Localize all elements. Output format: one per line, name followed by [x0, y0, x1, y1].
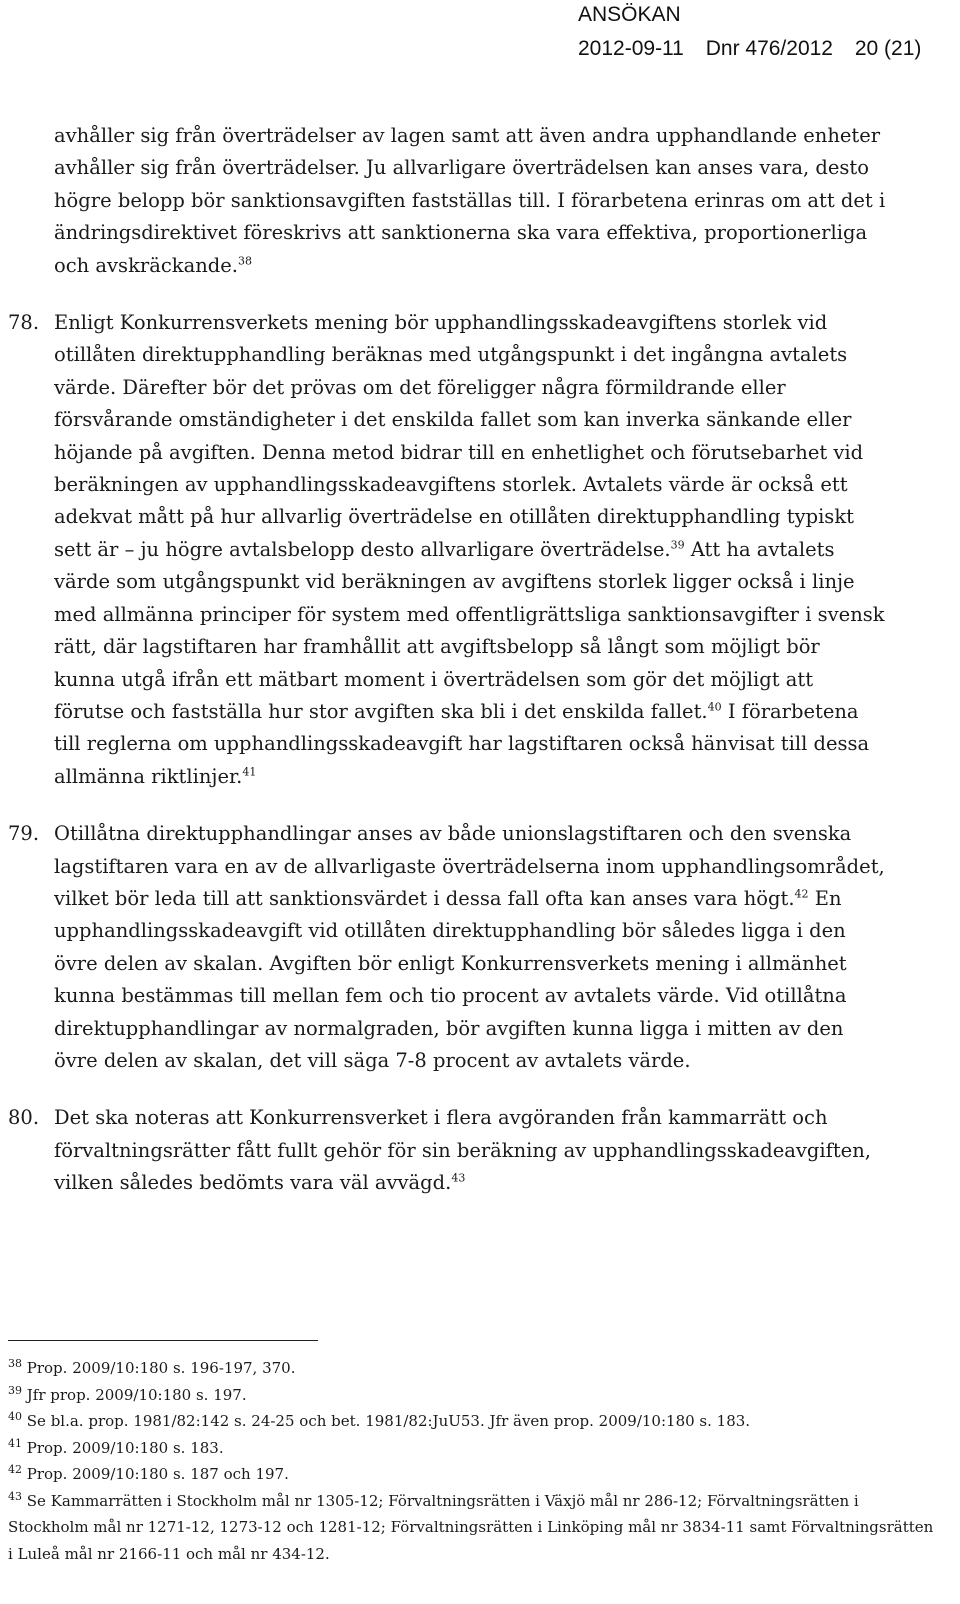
paragraph [0, 818, 886, 1077]
footnote-reference[interactable]: 43 [451, 1171, 466, 1185]
paragraph [0, 307, 886, 793]
document-dnr: Dnr 476/2012 [705, 37, 833, 60]
footnote-number: 38 [8, 1357, 22, 1370]
paragraph-text: Det ska noteras att Konkurrensverket i flera avgöranden från kammarrätt och förvaltningsrätter fått fullt gehör för sin beräkning av upphandlingsskadeavgiften, vilken således bedömts vara väl avvägd. [54, 1106, 871, 1195]
footnote-reference[interactable]: 39 [670, 538, 685, 552]
footnote [8, 1382, 938, 1409]
paragraph-text: avhåller sig från överträdelser av lagen samt att även andra upphandlande enheter avhåller sig från överträdelser. Ju allvarligare överträdelsen kan anses vara, desto högre belopp bör sanktionsavgiften fastställas till. I förarbetena erinras om att det i ändringsdirektivet föreskrivs att sanktionerna ska vara effektiva, proportionerliga och avskräckande. [54, 124, 886, 277]
paragraph-number: 80. [8, 1106, 40, 1130]
footnote-text: Prop. 2009/10:180 s. 183. [22, 1438, 224, 1457]
footnotes [8, 1355, 938, 1567]
paragraph-gap [0, 282, 960, 307]
footnote-number: 43 [8, 1489, 22, 1503]
footnote-reference[interactable]: 41 [242, 765, 257, 779]
footnote-number: 42 [8, 1463, 22, 1476]
footnote-text: Prop. 2009/10:180 s. 187 och 197. [22, 1465, 289, 1483]
document-body [0, 120, 960, 1200]
footnote-number: 41 [8, 1436, 22, 1450]
footnote-text: Se Kammarrätten i Stockholm mål nr 1305-12; Förvaltningsrätten i Växjö mål nr 286-12; Förvaltningsrätten i Stockholm mål nr 1271-12, 1273-12 och 1281-12; Förvaltningsrätten i Linköping mål nr 3834-11 samt Förvaltningsrätten i Luleå mål nr 2166-11 och mål nr 434-12. [8, 1491, 934, 1563]
paragraph-number: 79. [8, 822, 40, 846]
paragraph-gap [0, 1077, 960, 1102]
footnote [8, 1355, 938, 1382]
footnote-text: Prop. 2009/10:180 s. 196-197, 370. [22, 1359, 296, 1377]
footnote-number: 39 [8, 1383, 22, 1397]
document-date: 2012-09-11 [578, 37, 684, 60]
footnote [8, 1461, 938, 1488]
footnote-text: Jfr prop. 2009/10:180 s. 197. [22, 1385, 247, 1404]
footnote-number: 40 [8, 1410, 22, 1423]
footnote-reference[interactable]: 42 [794, 887, 809, 901]
paragraph-gap [0, 793, 960, 818]
paragraph-text: En upphandlingsskadeavgift vid otillåten direktupphandling bör således ligga i den övre delen av skalan. Avgiften bör enligt Konkurrensverkets mening i allmänhet kunna bestämmas till mellan fem och tio procent av avtalets värde. Vid otillåtna direktupphandlingar av normalgraden, bör avgiften kunna ligga i mitten av den övre delen av skalan, det vill säga 7-8 procent av avtalets värde. [54, 886, 847, 1072]
footnote-reference[interactable]: 38 [237, 254, 252, 268]
page-header [0, 0, 960, 70]
footnote-divider [8, 1340, 318, 1341]
paragraph-text: I förarbetena till reglerna om upphandlingsskadeavgift har lagstiftaren också hänvisat till dessa allmänna riktlinjer. [54, 699, 870, 788]
paragraph-text: Otillåtna direktupphandlingar anses av både unionslagstiftaren och den svenska lagstiftaren vara en av de allvarligaste överträdelserna inom upphandlingsområdet, vilket bör leda till att sanktionsvärdet i dessa fall ofta kan anses vara högt. [54, 822, 885, 910]
paragraph-number: 78. [8, 311, 40, 335]
paragraph [0, 1102, 886, 1199]
paragraph-text: Enligt Konkurrensverkets mening bör upphandlingsskadeavgiftens storlek vid otillåten direktupphandling beräknas med utgångspunkt i det ingångna avtalets värde. Därefter bör det prövas om det föreligger några förmildrande eller försvårande omständigheter i det enskilda fallet som kan inverka sänkande eller höjande på avgiften. Denna metod bidrar till en enhetlighet och förutsebarhet vid beräkningen av upphandlingsskadeavgiftens storlek. Avtalets värde är också ett adekvat mått på hur allvarlig överträdelse en otillåten direktupphandling typiskt sett är – ju högre avtalsbelopp desto allvarligare överträdelse. [54, 311, 864, 561]
footnote-text: Se bl.a. prop. 1981/82:142 s. 24-25 och bet. 1981/82:JuU53. Jfr även prop. 2009/10:180 s. 183. [22, 1412, 751, 1430]
footnote [8, 1488, 938, 1568]
footnote [8, 1435, 938, 1462]
paragraph-text: Att ha avtalets värde som utgångspunkt vid beräkningen av avgiftens storlek ligger också i linje med allmänna principer för system med offentligrättsliga sanktionsavgifter i svensk rätt, där lagstiftaren har framhållit att avgiftsbelopp så långt som möjligt bör kunna utgå ifrån ett mätbart moment i överträdelsen som gör det möjligt att förutse och fastställa hur stor avgiften ska bli i det enskilda fallet. [54, 537, 885, 723]
header-meta [578, 36, 921, 62]
document-type: ANSÖKAN [578, 3, 681, 26]
page-number: 20 (21) [854, 37, 922, 60]
paragraph [0, 120, 886, 282]
footnote [8, 1408, 938, 1435]
footnote-reference[interactable]: 40 [707, 700, 722, 714]
